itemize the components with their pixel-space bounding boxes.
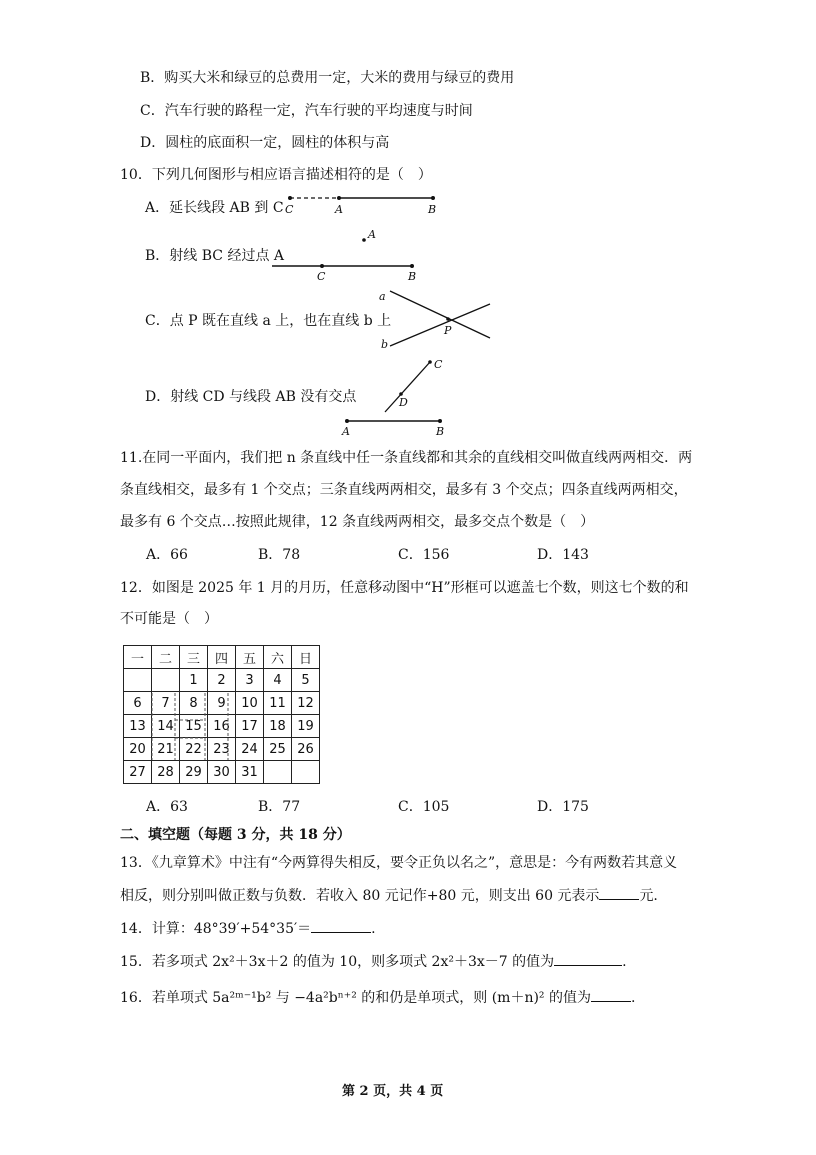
calendar-cell: 6 bbox=[124, 692, 152, 715]
q12-line-1: 12．如图是 2025 年 1 月的月历，任意移动图中“H”形框可以遮盖七个数，则这七个数的和 bbox=[120, 580, 689, 596]
calendar-cell: 8 bbox=[180, 692, 208, 715]
calendar-cell: 5 bbox=[292, 669, 320, 692]
q14 bbox=[120, 918, 376, 939]
calendar-cell: 25 bbox=[264, 738, 292, 761]
fig-d-label-c: C bbox=[434, 358, 443, 371]
fig-c-label-a: a bbox=[379, 290, 386, 303]
calendar-cell: 18 bbox=[264, 715, 292, 738]
calendar-cell: 17 bbox=[236, 715, 264, 738]
calendar-cell: 19 bbox=[292, 715, 320, 738]
calendar-cell: 2 bbox=[208, 669, 236, 692]
calendar-cell: 21 bbox=[152, 738, 180, 761]
page-footer: 第 2 页，共 4 页 bbox=[342, 1084, 444, 1099]
calendar-header-cell: 三 bbox=[180, 646, 208, 669]
q10-option-a: A．延长线段 AB 到 C bbox=[145, 200, 284, 216]
calendar-cell: 22 bbox=[180, 738, 208, 761]
fig-b-label-a: A bbox=[368, 228, 376, 241]
q11-line-1: 11.在同一平面内，我们把 n 条直线中任一条直线都和其余的直线相交叫做直线两两相交．两 bbox=[120, 450, 693, 466]
q12-option-a: A．63 bbox=[146, 799, 188, 815]
q10-option-b: B．射线 BC 经过点 A bbox=[145, 248, 285, 264]
q9-option-c: C．汽车行驶的路程一定，汽车行驶的平均速度与时间 bbox=[140, 103, 473, 119]
q9-option-d: D．圆柱的底面积一定，圆柱的体积与高 bbox=[140, 135, 390, 151]
q12-option-c: C．105 bbox=[398, 799, 450, 815]
calendar-cell: 7 bbox=[152, 692, 180, 715]
calendar-cell: 15 bbox=[180, 715, 208, 738]
q12-line-2: 不可能是（ ） bbox=[120, 611, 218, 627]
q15-answer-blank[interactable] bbox=[554, 951, 622, 966]
q10-option-c: C．点 P 既在直线 a 上，也在直线 b 上 bbox=[145, 313, 392, 329]
calendar-cell: 28 bbox=[152, 761, 180, 784]
q13-line-2-text: 相反，则分别叫做正数与负数．若收入 80 元记作+80 元，则支出 60 元表示 bbox=[120, 888, 600, 904]
fig-a-label-c: C bbox=[285, 203, 294, 216]
q14-answer-blank[interactable] bbox=[311, 918, 371, 933]
q12-option-d: D．175 bbox=[537, 799, 589, 815]
calendar-cell: 12 bbox=[292, 692, 320, 715]
q13-line-1: 13．《九章算术》中注有“今两算得失相反，要令正负以名之”，意思是：今有两数若其意义 bbox=[120, 855, 678, 871]
q16-answer-blank[interactable] bbox=[591, 987, 631, 1002]
fig-c-label-p: P bbox=[444, 324, 452, 337]
q15 bbox=[120, 951, 627, 972]
q12-option-b: B．77 bbox=[258, 799, 301, 815]
q11-option-b: B．78 bbox=[258, 547, 301, 563]
q15-text: 15．若多项式 2x²＋3x＋2 的值为 10，则多项式 2x²＋3x－7 的值为 bbox=[120, 954, 555, 970]
calendar-cell: 14 bbox=[152, 715, 180, 738]
q16-text: 16．若单项式 5a²ᵐ⁻¹b² 与 −4a²bⁿ⁺² 的和仍是单项式，则 (m＋n)² 的值为 bbox=[120, 990, 591, 1006]
q13-line-2-end: 元. bbox=[639, 888, 658, 904]
q11-line-2: 条直线相交，最多有 1 个交点；三条直线两两相交，最多有 3 个交点；四条直线两两相交， bbox=[120, 482, 688, 498]
fig-c-label-b: b bbox=[381, 338, 389, 351]
calendar-header-cell: 二 bbox=[152, 646, 180, 669]
q10-option-d: D．射线 CD 与线段 AB 没有交点 bbox=[145, 389, 357, 405]
q11-option-d: D．143 bbox=[537, 547, 589, 563]
q11-option-a: A．66 bbox=[146, 547, 188, 563]
calendar-header-cell: 日 bbox=[292, 646, 320, 669]
q16-end: . bbox=[631, 990, 636, 1006]
fig-d-label-a: A bbox=[342, 425, 350, 438]
q13-answer-blank[interactable] bbox=[599, 885, 639, 900]
calendar-header-cell: 五 bbox=[236, 646, 264, 669]
calendar-header-cell: 一 bbox=[124, 646, 152, 669]
calendar-header-cell: 四 bbox=[208, 646, 236, 669]
calendar-cell: 11 bbox=[264, 692, 292, 715]
q14-end: . bbox=[371, 921, 376, 937]
q15-end: . bbox=[622, 954, 627, 970]
calendar-cell: 29 bbox=[180, 761, 208, 784]
q10-stem: 10．下列几何图形与相应语言描述相符的是（ ） bbox=[120, 167, 432, 183]
calendar-cell: 24 bbox=[236, 738, 264, 761]
calendar-cell: 23 bbox=[208, 738, 236, 761]
calendar-cell: 27 bbox=[124, 761, 152, 784]
fig-d-label-d: D bbox=[399, 396, 408, 409]
section-heading: 二、填空题（每题 3 分，共 18 分） bbox=[120, 827, 351, 843]
calendar-cell: 16 bbox=[208, 715, 236, 738]
calendar-header-cell: 六 bbox=[264, 646, 292, 669]
q11-line-3: 最多有 6 个交点…按照此规律，12 条直线两两相交，最多交点个数是（ ） bbox=[120, 514, 595, 530]
fig-a-label-b: B bbox=[428, 203, 437, 216]
q13-line-2 bbox=[120, 885, 658, 906]
calendar-cell: 4 bbox=[264, 669, 292, 692]
calendar-cell: 30 bbox=[208, 761, 236, 784]
calendar-cell: 1 bbox=[180, 669, 208, 692]
q14-text: 14．计算：48°39′+54°35′＝ bbox=[120, 921, 312, 937]
q11-option-c: C．156 bbox=[398, 547, 450, 563]
q9-option-b: B．购买大米和绿豆的总费用一定，大米的费用与绿豆的费用 bbox=[140, 70, 515, 86]
fig-d-label-b: B bbox=[436, 425, 445, 438]
calendar-cell: 31 bbox=[236, 761, 264, 784]
fig-b-label-c: C bbox=[317, 270, 326, 283]
calendar-cell: 3 bbox=[236, 669, 264, 692]
calendar-cell: 13 bbox=[124, 715, 152, 738]
fig-b-label-b: B bbox=[408, 270, 417, 283]
calendar-cell: 10 bbox=[236, 692, 264, 715]
q16 bbox=[120, 987, 635, 1008]
calendar-cell: 20 bbox=[124, 738, 152, 761]
calendar-cell: 26 bbox=[292, 738, 320, 761]
fig-a-label-a: A bbox=[335, 203, 343, 216]
calendar-cell: 9 bbox=[208, 692, 236, 715]
